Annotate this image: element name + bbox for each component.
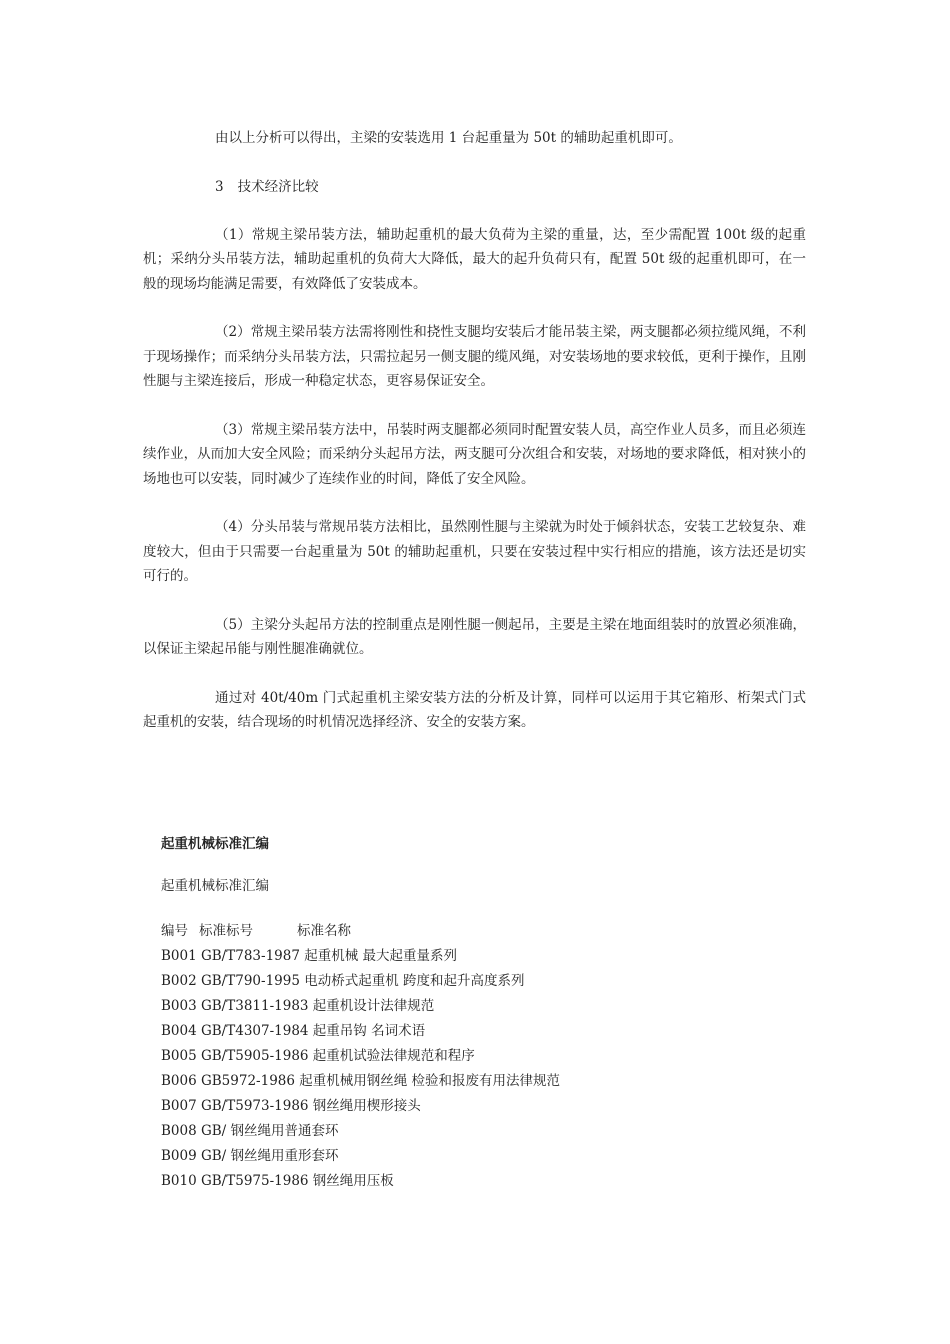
section-heading [143,175,806,199]
intro-paragraph: 由以上分析可以得出，主梁的安装选用 1 台起重量为 50t 的辅助起重机即可。 [215,130,682,146]
paragraph-3: （3）常规主梁吊装方法中，吊装时两支腿都必须同时配置安装人员，高空作业人员多，而且必须连续作业，从而加大安全风险；而采纳分头起吊方法，两支腿可分次组合和安装，对场地的要求降低，相对狭小的场地也可以安装，同时减少了连续作业的时间，降低了安全风险。 [143,421,806,487]
section-title: 技术经济比较 [237,178,319,195]
list-item: B010 GB/T5975-1986 钢丝绳用压板 [161,1173,394,1189]
paragraph-5: （5）主梁分头起吊方法的控制重点是刚性腿一侧起吊，主要是主梁在地面组装时的放置必须准确，以保证主梁起吊能与刚性腿准确就位。 [143,616,806,657]
list-item: B006 GB5972-1986 起重机械用钢丝绳 检验和报废有用法律规范 [161,1073,561,1089]
list-item: B004 GB/T4307-1984 起重吊钩 名词术语 [161,1023,426,1039]
list-item: B001 GB/T783-1987 起重机械 最大起重量系列 [161,948,458,964]
list-item: B009 GB/ 钢丝绳用重形套环 [161,1148,339,1164]
standards-table-header [161,919,781,944]
header-code: 编号 [161,923,188,939]
header-name: 标准名称 [297,923,351,939]
list-item: B002 GB/T790-1995 电动桥式起重机 跨度和起升高度系列 [161,973,525,989]
standards-title: 起重机械标准汇编 [161,836,269,852]
section-number: 3 [215,178,224,195]
list-item: B003 GB/T3811-1983 起重机设计法律规范 [161,998,435,1014]
standards-subtitle: 起重机械标准汇编 [161,878,269,894]
list-item: B005 GB/T5905-1986 起重机试验法律规范和程序 [161,1048,475,1064]
header-std-no: 标准标号 [199,923,253,939]
paragraph-4: （4）分头吊装与常规吊装方法相比，虽然刚性腿与主梁就为时处于倾斜状态，安装工艺较复杂、难度较大，但由于只需要一台起重量为 50t 的辅助起重机，只要在安装过程中实行相应的措施，该方法还是切实可行的。 [143,519,806,584]
conclusion-paragraph: 通过对 40t/40m 门式起重机主梁安装方法的分析及计算，同样可以运用于其它箱形、桁架式门式起重机的安装，结合现场的时机情况选择经济、安全的安装方案。 [143,689,806,730]
paragraph-2: （2）常规主梁吊装方法需将刚性和挠性支腿均安装后才能吊装主梁，两支腿都必须拉缆风绳，不利于现场操作；而采纳分头吊装方法，只需拉起另一侧支腿的缆风绳，对安装场地的要求较低，更利于操作，且刚性腿与主梁连接后，形成一种稳定状态，更容易保证安全。 [143,324,806,389]
list-item: B008 GB/ 钢丝绳用普通套环 [161,1123,339,1139]
paragraph-1: （1）常规主梁吊装方法，辅助起重机的最大负荷为主梁的重量，达，至少需配置 100t 级的起重机；采纳分头吊装方法，辅助起重机的负荷大大降低，最大的起升负荷只有，配置 50t 级的起重机即可，在一般的现场均能满足需要，有效降低了安装成本。 [143,226,806,292]
standards-section [161,833,781,1194]
main-text [143,126,806,759]
list-item: B007 GB/T5973-1986 钢丝绳用楔形接头 [161,1098,421,1114]
standards-list [161,944,781,1194]
